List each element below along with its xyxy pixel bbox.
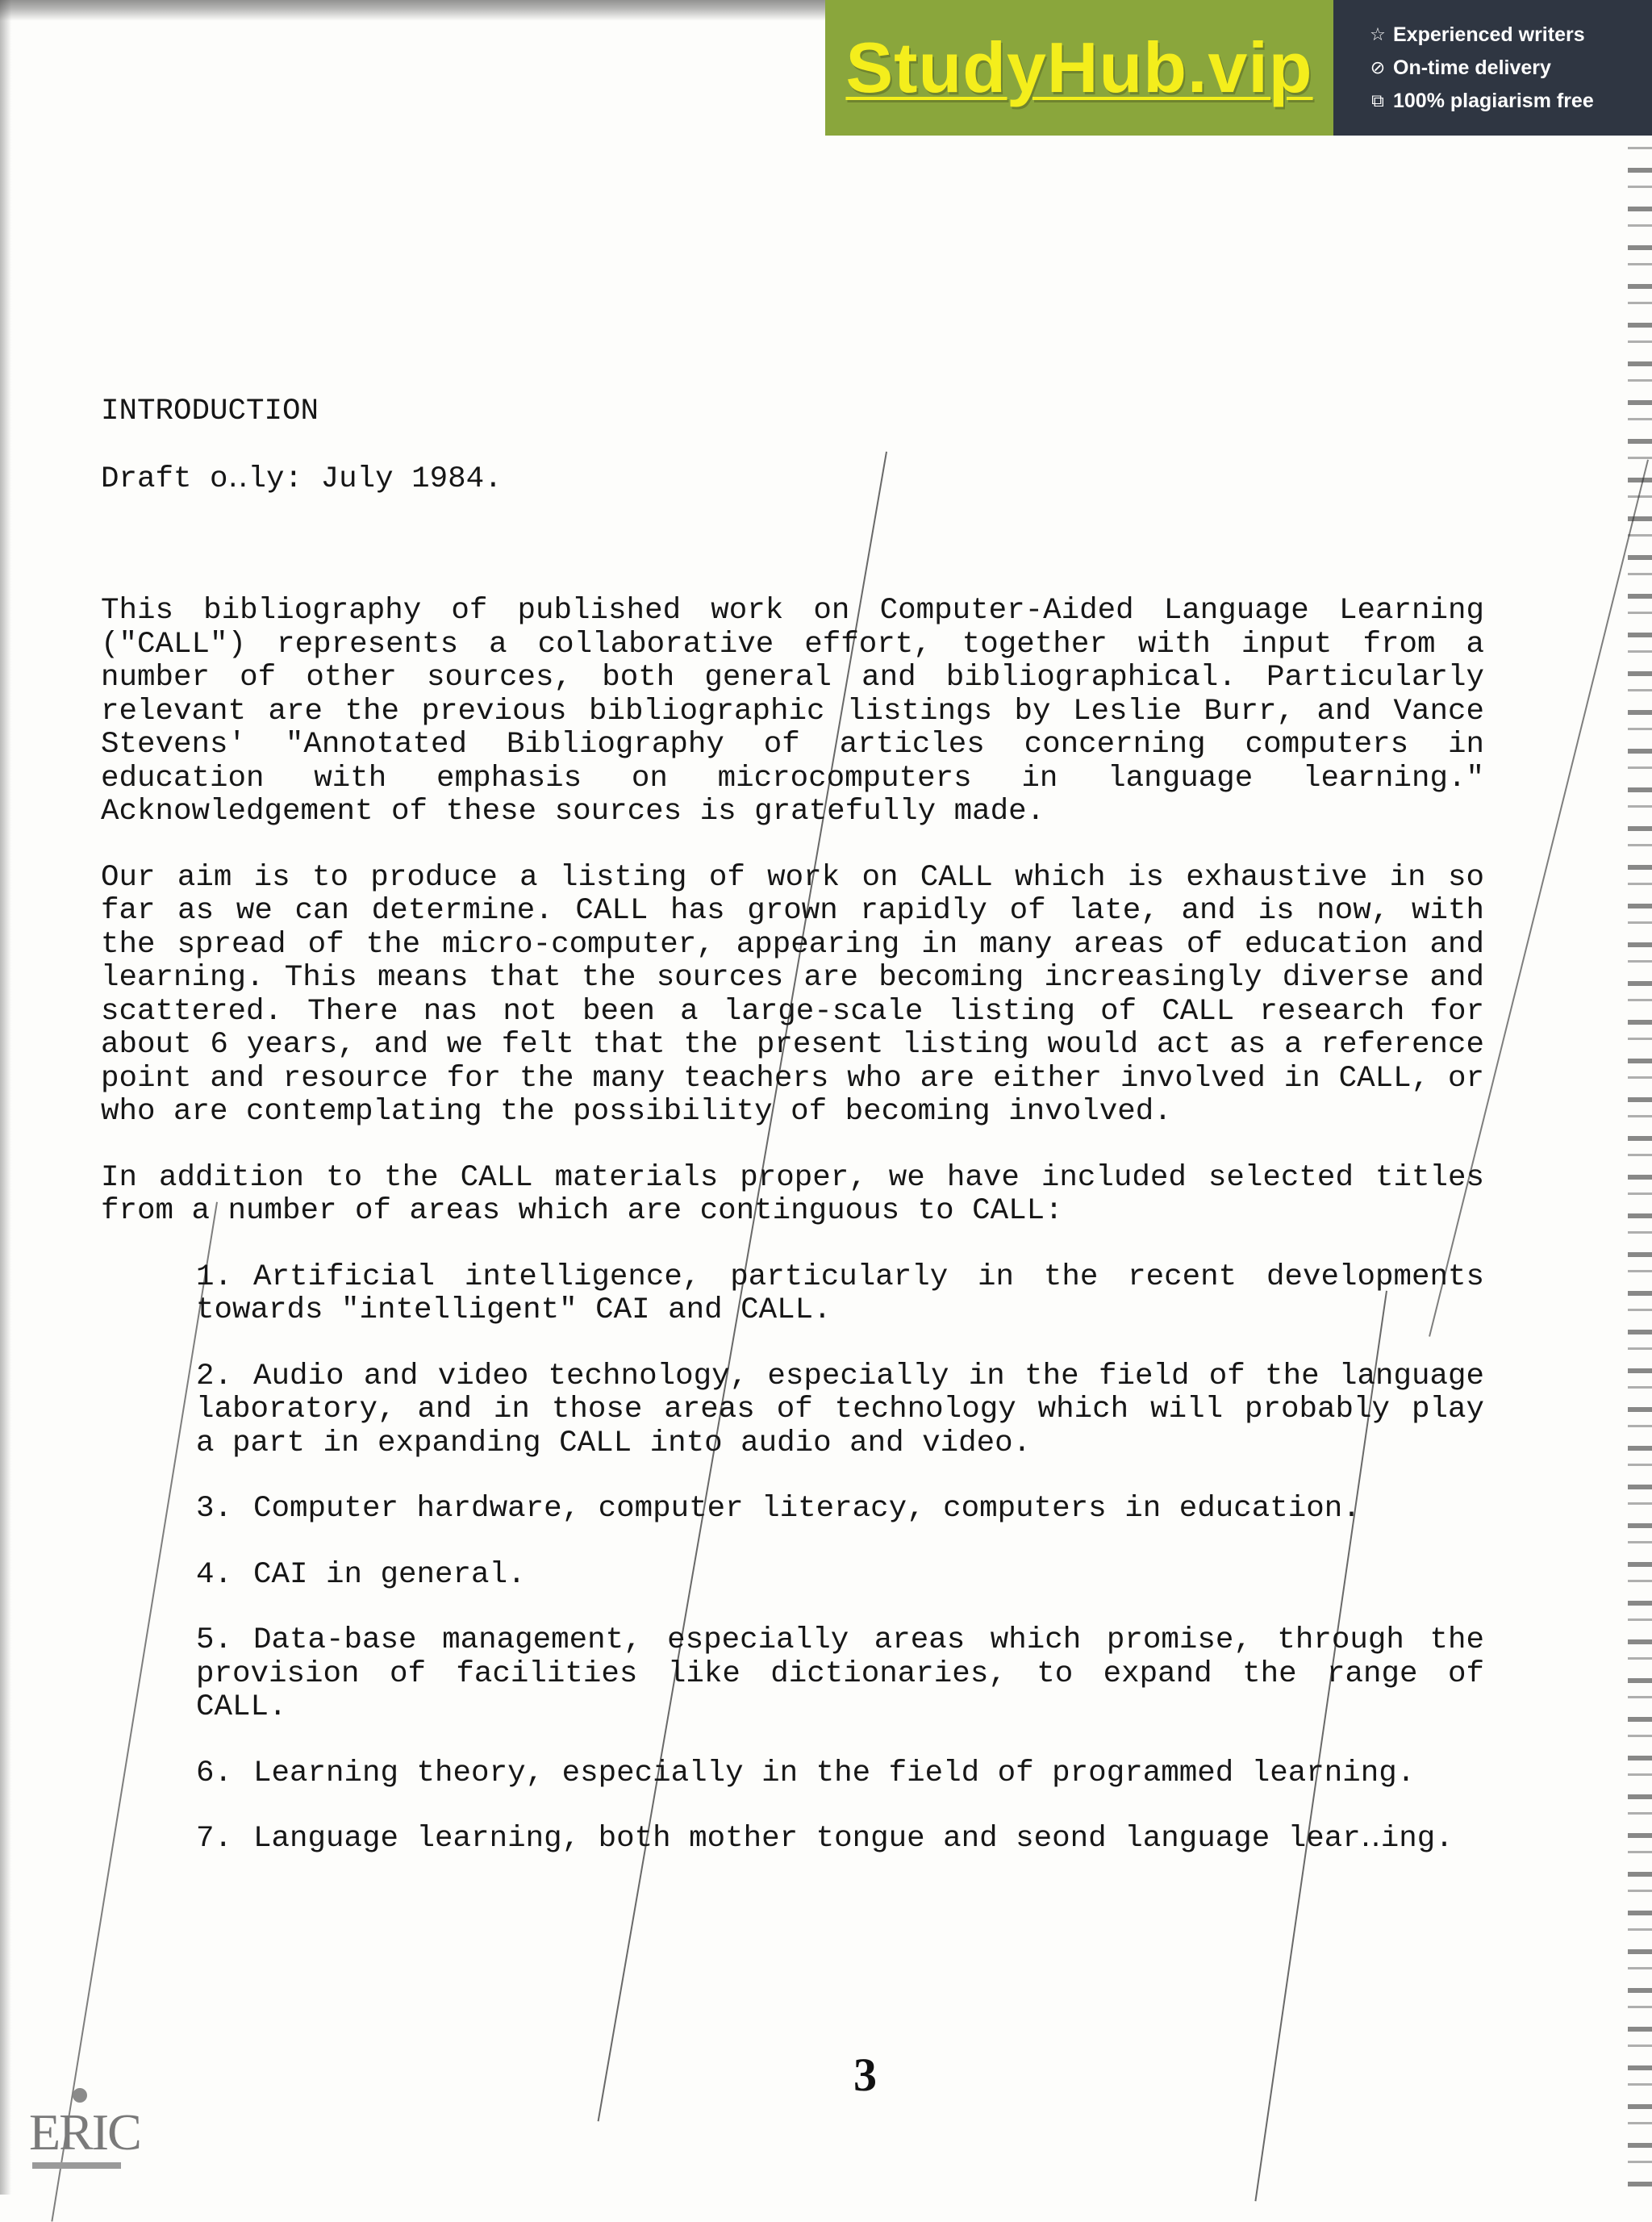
draft-note: Draft o‥ly: July 1984. (101, 462, 503, 496)
list-item (196, 1757, 1484, 1791)
list-number: 4. (196, 1557, 233, 1592)
list-item (196, 1261, 1484, 1328)
page-title: INTRODUCTION (101, 395, 319, 428)
list-item (196, 1559, 1484, 1593)
scan-edge-top (0, 0, 831, 21)
list-text: Learning theory, especially in the field of programmed learning. (253, 1756, 1416, 1790)
copy-icon: ⧉ (1371, 90, 1384, 111)
ad-banner[interactable] (825, 0, 1652, 136)
document-body (101, 395, 1484, 1889)
eric-logo (29, 2088, 140, 2177)
list-text: Computer hardware, computer literacy, computers in education. (253, 1492, 1361, 1526)
list-number: 3. (196, 1492, 233, 1526)
paragraph: Our aim is to produce a listing of work on CALL which is exhaustive in so far as we can determine. CALL has grown rapidly of late, and is now, with the spread of the micro-computer, appearing in many areas of education and learning. This means that the sources are becoming increasingly diverse and scattered. There nas not been a large-scale listing of CALL research for about 6 years, and we felt that the present listing would act as a reference point and resource for the many teachers who are either involved in CALL, or who are contemplating the possibility of becoming involved. (101, 860, 1484, 1129)
list-item (196, 1360, 1484, 1461)
scan-edge-right (1628, 129, 1652, 2195)
list-number: 7. (196, 1822, 233, 1856)
list-text: CAI in general. (253, 1557, 526, 1592)
brand-logo-text[interactable]: StudyHub.vip (845, 27, 1313, 107)
list-number: 2. (196, 1359, 233, 1393)
list-text: Artificial intelligence, particularly in the recent developments towards "intelligent" CAI and CALL. (196, 1259, 1484, 1327)
list-text: Data-base management, especially areas which promise, through the provision of facilities like dictionaries, to expand the range of CALL. (196, 1623, 1484, 1724)
eric-logo-text: ERIC (29, 2103, 140, 2161)
feature-label: Experienced writers (1393, 23, 1585, 46)
brand-panel[interactable] (825, 0, 1333, 136)
list-item (196, 1624, 1484, 1725)
list-number: 5. (196, 1623, 233, 1657)
list-text: Audio and video technology, especially in the field of the language laboratory, and in those areas of technology which will probably play a part in expanding CALL into audio and video. (196, 1359, 1484, 1460)
eric-logo-mark (73, 2088, 87, 2103)
feature-label: 100% plagiarism free (1393, 89, 1594, 112)
page-number: 3 (853, 2049, 877, 2101)
feature-on-time-delivery (1367, 56, 1652, 80)
paragraph: In addition to the CALL materials proper, we have included selected titles from a number of areas which are continguous to CALL: (101, 1160, 1484, 1228)
feature-label: On-time delivery (1393, 56, 1551, 79)
list-number: 1. (196, 1259, 233, 1294)
list-text: Language learning, both mother tongue and seond language lear‥ing. (253, 1822, 1454, 1856)
feature-plagiarism-free (1367, 90, 1652, 113)
feature-experienced-writers (1367, 23, 1652, 47)
paragraph: This bibliography of published work on Computer-Aided Language Learning ("CALL") represents a collaborative effort, together with input from a number of other sources, both general and bibliographical. Particularly relevant are the previous bibliographic listings by Leslie Burr, and Vance Stevens' "Annotated Bibliography of articles concerning computers in education with emphasis on microcomputers in language learning." Acknowledgement of these sources is gratefully made. (101, 594, 1484, 829)
eric-logo-tagline (32, 2162, 121, 2169)
scan-edge-left (0, 0, 11, 2195)
feature-panel (1333, 0, 1652, 136)
star-icon: ☆ (1370, 24, 1386, 45)
list-item (196, 1493, 1484, 1527)
list-number: 6. (196, 1756, 233, 1790)
contiguous-areas-list (101, 1261, 1484, 1857)
list-item (196, 1823, 1484, 1857)
clock-icon: ⊘ (1370, 57, 1386, 78)
